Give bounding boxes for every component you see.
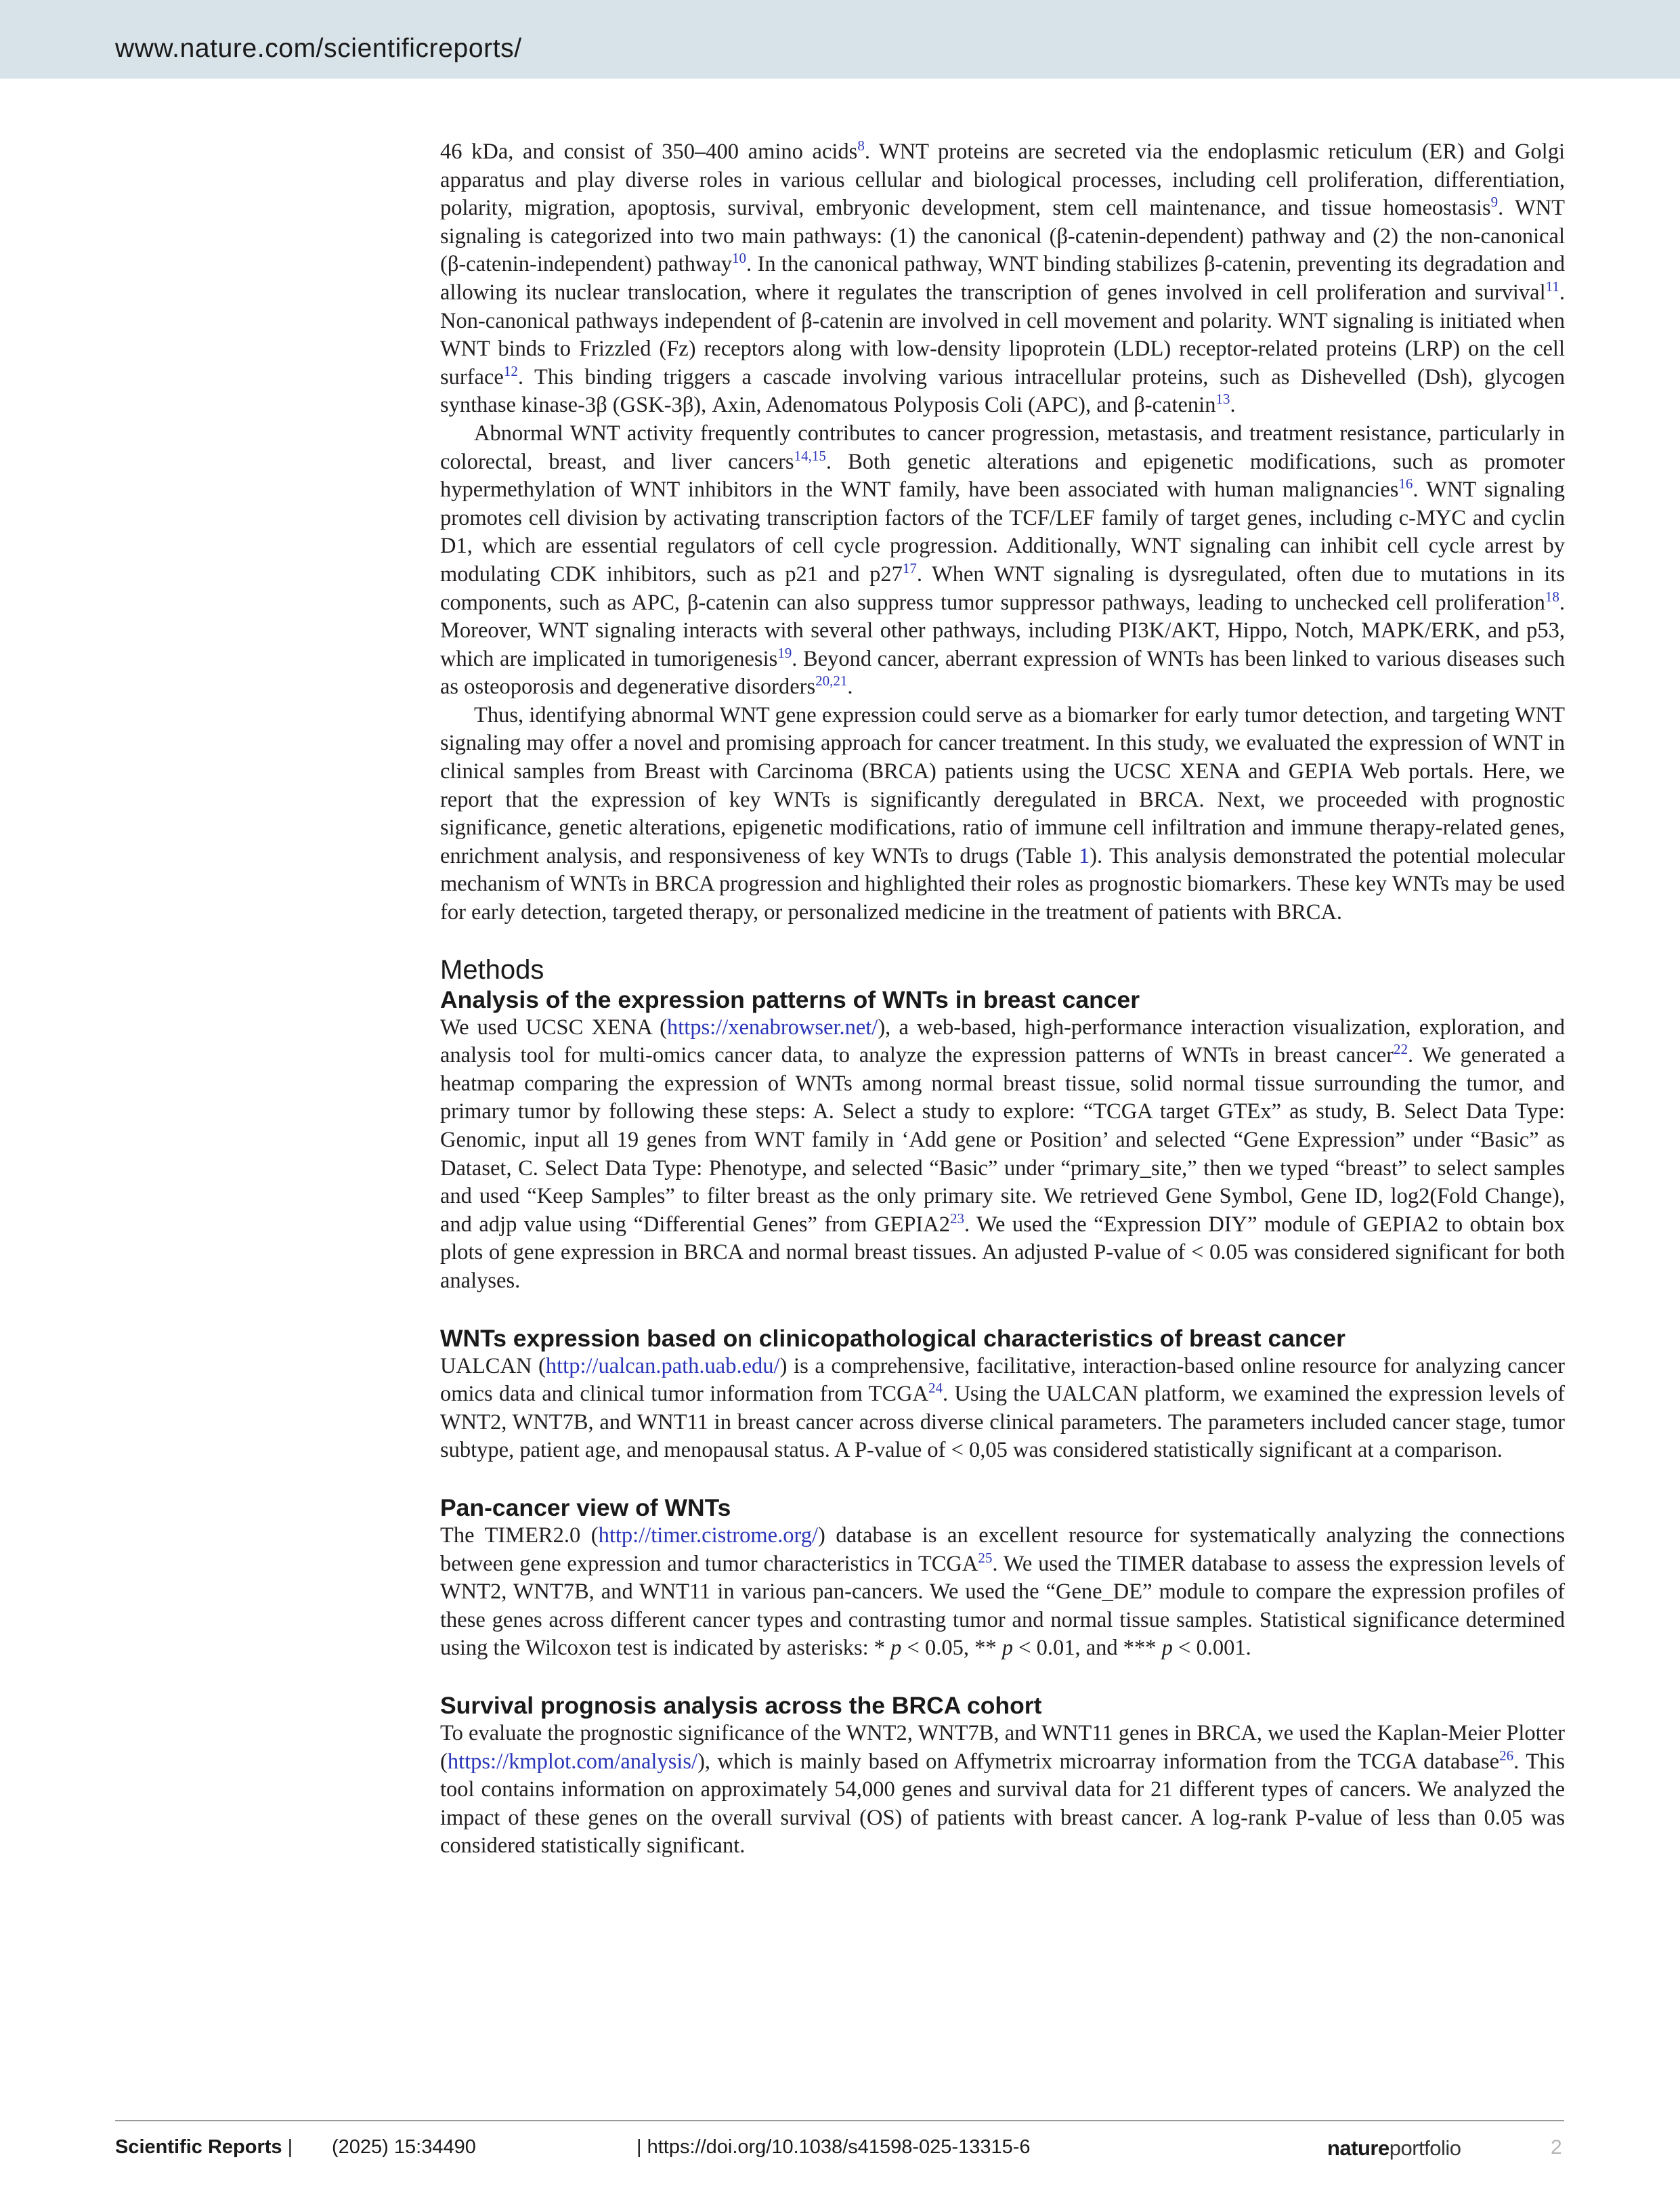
citation-ref[interactable]: 11 xyxy=(1545,278,1559,295)
site-url[interactable]: www.nature.com/scientificreports/ xyxy=(115,34,522,63)
citation-ref[interactable]: 18 xyxy=(1545,588,1559,605)
italic-symbol: p xyxy=(890,1636,902,1661)
methods-paragraph: To evaluate the prognostic significance of the WNT2, WNT7B, and WNT11 genes in BRCA, we used the Kaplan-Meier Plotter (https://kmplot.com/analysis/), which is mainly based on Affymetrix microarray information from the TCGA database$^{26}$. This tool contains information on approximately 54,000 genes and survival data for 21 different types of cancers. We analyzed the impact of these genes on the overall survival (OS) of patients with breast cancer. A log-rank P-value of less than 0.05 was considered statistically significant. xyxy=(440,1720,1565,1859)
citation-ref[interactable]: 26 xyxy=(1499,1747,1514,1764)
citation-ref[interactable]: 22 xyxy=(1394,1041,1408,1058)
footer-year-volume: (2025) 15:34490 xyxy=(332,2136,476,2158)
nature-portfolio-logo xyxy=(1327,2136,1461,2161)
footer-divider xyxy=(115,2120,1564,2121)
citation-ref[interactable]: 17 xyxy=(902,560,917,577)
inline-link[interactable]: http://ualcan.path.uab.edu/ xyxy=(545,1353,780,1378)
journal-name: Scientific Reports xyxy=(115,2136,282,2158)
citation-ref[interactable]: 20,21 xyxy=(815,673,848,689)
site-header-bar xyxy=(0,0,1680,79)
methods-paragraph: We used UCSC XENA (https://xenabrowser.net/), a web-based, high-performance interaction visualization, exploration, and analysis tool for multi-omics cancer data, to analyze the expression patterns of WNTs in breast cancer$^{22}$. We generated a heatmap comparing the expression of WNTs among normal breast tissue, solid normal tissue surrounding the tumor, and primary tumor by following these steps: A. Select a study to explore: “TCGA target GTEx” as study, B. Select Data Type: Genomic, input all 19 genes from WNT family in ‘Add gene or Position’ and selected “Gene Expression” under “Basic” as Dataset, C. Select Data Type: Phenotype, and selected “Basic” under “primary_site,” then we typed “breast” to select samples and used “Keep Samples” to filter breast as the only primary site. We retrieved Gene Symbol, Gene ID, log2(Fold Change), and adjp value using “Differential Genes” from GEPIA2$^{23}$. We used the “Expression DIY” module of GEPIA2 to obtain box plots of gene expression in BRCA and normal breast tissues. An adjusted P-value of < 0.05 was considered significant for both analyses. xyxy=(440,1015,1565,1293)
body-paragraph: Thus, identifying abnormal WNT gene expression could serve as a biomarker for early tumor detection, and targeting WNT signaling may offer a novel and promising approach for cancer treatment. In this study, we evaluated the expression of WNT in clinical samples from Breast with Carcinoma (BRCA) patients using the UCSC XENA and GEPIA Web portals. Here, we report that the expression of key WNTs is significantly deregulated in BRCA. Next, we proceeded with prognostic significance, genetic alterations, epigenetic modifications, ratio of immune cell infiltration and immune therapy-related genes, enrichment analysis, and responsiveness of key WNTs to drugs (Table 1). This analysis demonstrated the potential molecular mechanism of WNTs in BRCA progression and highlighted their roles as prognostic biomarkers. These key WNTs may be used for early detection, targeted therapy, or personalized medicine in the treatment of patients with BRCA. xyxy=(440,702,1565,925)
inline-link[interactable]: http://timer.cistrome.org/ xyxy=(598,1523,818,1548)
inline-link[interactable]: 1 xyxy=(1078,843,1090,868)
footer-doi-link[interactable]: | https://doi.org/10.1038/s41598-025-13315-6 xyxy=(637,2136,1031,2158)
citation-ref[interactable]: 8 xyxy=(857,137,865,154)
citation-ref[interactable]: 23 xyxy=(949,1210,964,1227)
italic-symbol: p xyxy=(1001,1636,1013,1661)
citation-ref[interactable]: 12 xyxy=(503,362,518,379)
methods-paragraph: The TIMER2.0 (http://timer.cistrome.org/) database is an excellent resource for systematically analyzing the connections between gene expression and tumor characteristics in TCGA$^{25}$. We used the TIMER database to assess the expression levels of WNT2, WNT7B, and WNT11 in various pan-cancers. We used the “Gene_DE” module to compare the expression profiles of these genes across different cancer types and contrasting tumor and normal tissue samples. Statistical significance determined using the Wilcoxon test is indicated by asterisks: * p < 0.05, ** p < 0.01, and *** p < 0.001. xyxy=(440,1523,1566,1661)
body-paragraph: 46 kDa, and consist of 350–400 amino acids$^8$. WNT proteins are secreted via the endoplasmic reticulum (ER) and Golgi apparatus and play diverse roles in various cellular and biological processes, including cell proliferation, differentiation, polarity, migration, apoptosis, survival, embryonic development, stem cell maintenance, and tissue homeostasis$^9$. WNT signaling is categorized into two main pathways: (1) the canonical (β-catenin-dependent) pathway and (2) the non-canonical (β-catenin-independent) pathway$^{10}$. In the canonical pathway, WNT binding stabilizes β-catenin, preventing its degradation and allowing its nuclear translocation, where it regulates the transcription of genes involved in cell proliferation and survival$^{11}$. Non-canonical pathways independent of β-catenin are involved in cell movement and polarity. WNT signaling is initiated when WNT binds to Frizzled (Fz) receptors along with low-density lipoprotein (LDL) receptor-related proteins (LRP) on the cell surface$^{12}$. This binding triggers a cascade involving various intracellular proteins, such as Dishevelled (Dsh), glycogen synthase kinase-3β (GSK-3β), Axin, Adenomatous Polyposis Coli (APC), and β-catenin$^{13}$. xyxy=(440,137,1565,418)
citation-ref[interactable]: 19 xyxy=(777,644,792,661)
inline-link[interactable]: https://kmplot.com/analysis/ xyxy=(447,1749,698,1774)
methods-subheading: Pan-cancer view of WNTs xyxy=(440,1493,731,1521)
inline-link[interactable]: https://xenabrowser.net/ xyxy=(666,1015,878,1040)
citation-ref[interactable]: 24 xyxy=(928,1380,943,1397)
citation-ref[interactable]: 13 xyxy=(1215,391,1230,408)
methods-paragraph: UALCAN (http://ualcan.path.uab.edu/) is a comprehensive, facilitative, interaction-based online resource for analyzing cancer omics data and clinical tumor information from TCGA$^{24}$. Using the UALCAN platform, we examined the expression levels of WNT2, WNT7B, and WNT11 in breast cancer across diverse clinical parameters. The parameters included cancer stage, tumor subtype, patient age, and menopausal status. A P-value of < 0,05 was considered statistically significant at a comparison. xyxy=(440,1353,1566,1463)
logo-portfolio: portfolio xyxy=(1389,2136,1461,2160)
logo-nature: nature xyxy=(1327,2136,1390,2160)
citation-ref[interactable]: 16 xyxy=(1398,475,1413,492)
citation-ref[interactable]: 9 xyxy=(1490,194,1499,211)
methods-heading: Methods xyxy=(440,954,544,985)
body-paragraph: Abnormal WNT activity frequently contributes to cancer progression, metastasis, and treatment resistance, particularly in colorectal, breast, and liver cancers$^{14,15}$. Both genetic alterations and epigenetic modifications, such as promoter hypermethylation of WNT inhibitors in the WNT family, have been associated with human malignancies$^{16}$. WNT signaling promotes cell division by activating transcription factors of the TCF/LEF family of target genes, including c-MYC and cyclin D1, which are essential regulators of cell cycle progression. Additionally, WNT signaling can inhibit cell cycle arrest by modulating CDK inhibitors, such as p21 and p27$^{17}$. When WNT signaling is dysregulated, often due to mutations in its components, such as APC, β-catenin can also suppress tumor suppressor pathways, leading to unchecked cell proliferation$^{18}$. Moreover, WNT signaling interacts with several other pathways, including PI3K/AKT, Hippo, Notch, MAPK/ERK, and p53, which are implicated in tumorigenesis$^{19}$. Beyond cancer, aberrant expression of WNTs has been linked to various diseases such as osteoporosis and degenerative disorders$^{20,21}$. xyxy=(440,421,1566,700)
methods-subheading: Survival prognosis analysis across the BRCA cohort xyxy=(440,1691,1042,1719)
citation-ref[interactable]: 14,15 xyxy=(794,447,826,464)
citation-ref[interactable]: 10 xyxy=(732,250,747,267)
methods-subheading: WNTs expression based on clinicopathological characteristics of breast cancer xyxy=(440,1324,1345,1352)
footer-separator: | xyxy=(287,2136,293,2158)
footer-journal xyxy=(115,2136,293,2159)
article-body xyxy=(440,138,1565,1861)
citation-ref[interactable]: 25 xyxy=(978,1549,993,1566)
page-number: 2 xyxy=(1551,2136,1562,2159)
italic-symbol: p xyxy=(1161,1636,1173,1661)
methods-subheading: Analysis of the expression patterns of WNTs in breast cancer xyxy=(440,985,1140,1013)
